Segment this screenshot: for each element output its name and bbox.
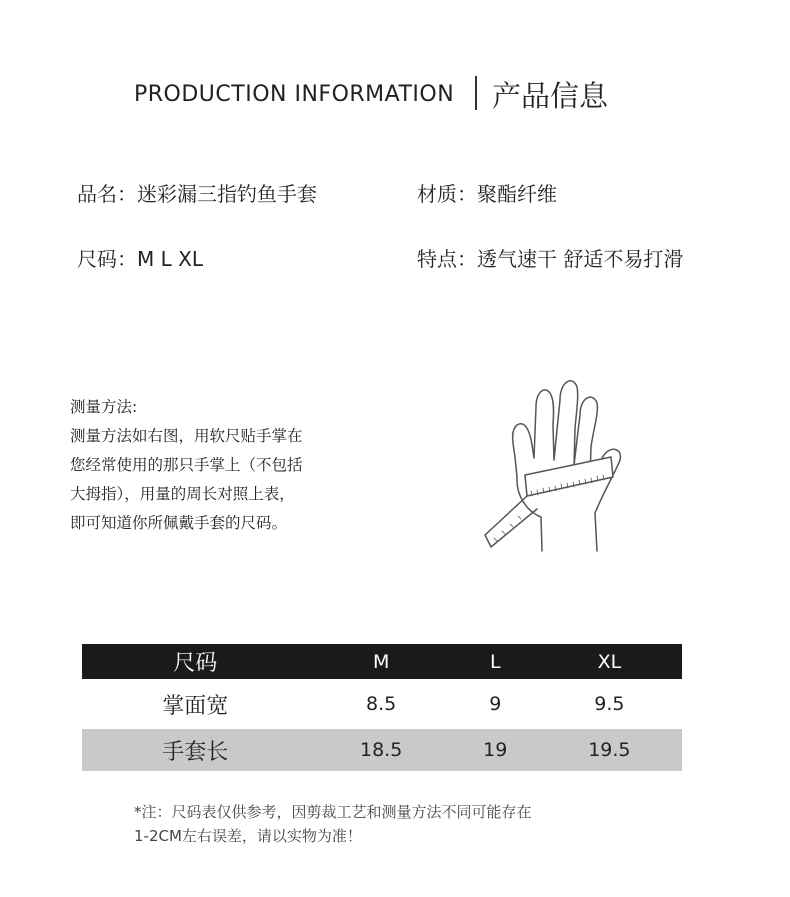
note-line: 1-2CM左右误差，请以实物为准！ — [134, 827, 362, 845]
row-label: 掌面宽 — [82, 679, 309, 729]
table-cell: 18.5 — [309, 729, 454, 771]
hand-measurement-illustration — [480, 365, 630, 560]
row-label: 手套长 — [82, 729, 309, 771]
size-note — [134, 800, 532, 848]
measurement-line: 大拇指），用量的周长对照上表， — [70, 485, 295, 503]
measurement-instructions — [70, 393, 303, 538]
table-row — [82, 679, 682, 729]
table-cell: 8.5 — [309, 679, 454, 729]
info-product-name: 品名：迷彩漏三指钓鱼手套 — [77, 182, 317, 206]
header-title-cn: 产品信息 — [492, 79, 609, 113]
measurement-title: 测量方法: — [70, 398, 138, 416]
table-cell: 19.5 — [537, 729, 682, 771]
size-table-header-cell: XL — [537, 644, 682, 679]
table-cell: 9.5 — [537, 679, 682, 729]
info-material: 材质：聚酯纤维 — [417, 182, 557, 206]
header — [0, 70, 790, 120]
info-size: 尺码：M L XL — [77, 247, 203, 271]
header-title-en: PRODUCTION INFORMATION — [134, 82, 455, 107]
measuring-tape — [525, 457, 613, 496]
size-table-header — [82, 644, 682, 679]
measurement-line: 您经常使用的那只手掌上（不包括 — [70, 456, 303, 474]
size-table-header-cell: M — [309, 644, 454, 679]
size-table — [82, 644, 682, 771]
info-feature: 特点：透气速干 舒适不易打滑 — [417, 247, 684, 271]
table-row — [82, 729, 682, 771]
note-line: *注：尺码表仅供参考，因剪裁工艺和测量方法不同可能存在 — [134, 803, 532, 821]
header-divider — [475, 76, 477, 110]
table-cell: 9 — [454, 679, 537, 729]
table-cell: 19 — [454, 729, 537, 771]
size-table-header-cell: L — [454, 644, 537, 679]
tape-loose-end — [485, 496, 537, 547]
measurement-line: 测量方法如右图，用软尺贴手掌在 — [70, 427, 303, 445]
size-table-header-cell: 尺码 — [82, 644, 309, 679]
measurement-line: 即可知道你所佩戴手套的尺码。 — [70, 514, 288, 532]
